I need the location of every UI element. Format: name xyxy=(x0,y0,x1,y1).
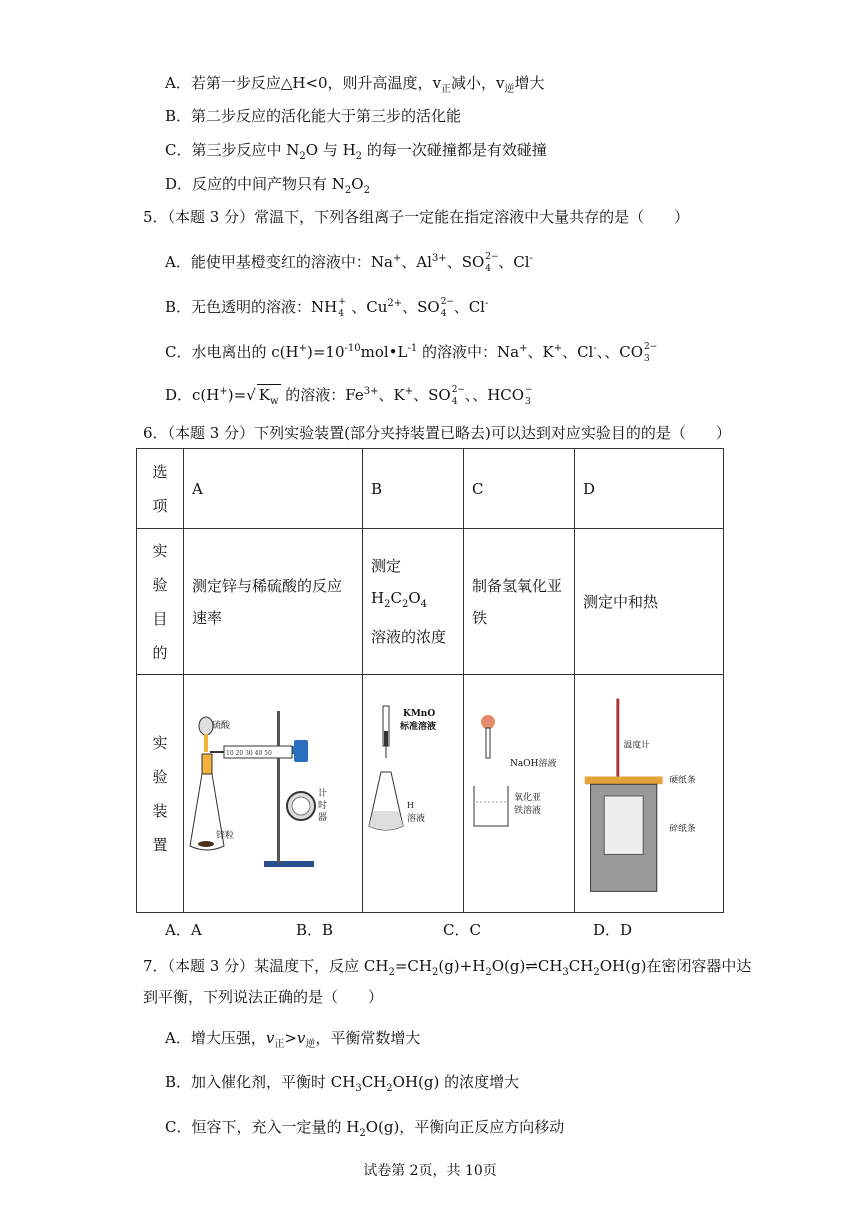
q6-stem: 6．（本题 3 分）下列实验装置(部分夹持装置已略去)可以达到对应实验目的的是（ ） xyxy=(143,424,731,442)
thermometer-label: 温度计 xyxy=(623,739,650,750)
shredded-paper-label: 碎纸条 xyxy=(669,823,696,834)
q7-stem-continued: 到平衡，下列说法正确的是（ ） xyxy=(143,988,384,1006)
titration-apparatus xyxy=(363,676,463,912)
ferrous-label-2: 铁溶液 xyxy=(514,805,542,816)
row-head-purpose: 实 验 目 的 xyxy=(137,529,184,675)
row-head-apparatus: 实 验 装 置 xyxy=(137,675,184,913)
timer-label-2: 时 xyxy=(318,800,328,811)
q4-option-c: C．第三步反应中 $N_2O$ 与 $H_2$ 的每一次碰撞都是有效碰撞 xyxy=(165,141,547,162)
h2c2o4-solution-label: 溶液 xyxy=(407,813,426,824)
q4-option-d: D．反应的中间产物只有 $N_2O_2$ xyxy=(165,175,370,196)
standard-solution-label: 标准溶液 xyxy=(400,721,437,732)
purpose-c: 制备氢氧化亚 铁 xyxy=(464,529,575,675)
q6-answer-a: A．A xyxy=(165,921,202,939)
row-head-option: 选 项 xyxy=(137,449,184,529)
ferrous-hydroxide-apparatus xyxy=(464,676,574,912)
col-head-d: D xyxy=(575,449,724,529)
apparatus-a xyxy=(184,675,363,913)
col-head-a: A xyxy=(184,449,363,529)
apparatus-b xyxy=(363,675,464,913)
cardboard-label: 硬纸条 xyxy=(669,774,696,785)
calorimeter-apparatus xyxy=(575,676,723,912)
col-head-b: B xyxy=(363,449,464,529)
q4-option-b: B．第二步反应的活化能大于第三步的活化能 xyxy=(165,107,462,125)
q6-answer-b: B．B xyxy=(296,921,334,939)
h2c2o4-label: H xyxy=(407,800,414,810)
syringe-scale: 10 20 30 40 50 xyxy=(226,749,272,757)
zinc-label: 锌粒 xyxy=(216,830,235,841)
q5-option-d: D．c(H+)=√ $K_w$ 的溶液：$Fe^{3+}$、K+、SO 2− 4 、、HCO − 3 xyxy=(165,382,538,412)
kmno4-label: KMnO xyxy=(403,708,436,719)
zinc-acid-rate-apparatus xyxy=(184,676,362,912)
q6-table xyxy=(136,448,724,913)
q5-option-c: C．水电离出的 $c(H^+)=10^{-10}mol•L^{-1}$ 的溶液中：Na+、K+、Cl-、、CO 2− 3 xyxy=(165,342,658,364)
q4-option-a: A．若第一步反应△H<0，则升高温度，$v_正$减小，$v_逆$增大 xyxy=(165,74,545,95)
q5-stem: 5．（本题 3 分）常温下，下列各组离子一定能在指定溶液中大量共存的是（ ） xyxy=(143,208,690,226)
q5-option-b: B．无色透明的溶液：NH + 4 、$Cu^{2+}$、SO 2− 4 、Cl- xyxy=(165,297,489,319)
q7-option-b: B．加入催化剂，平衡时 $CH_3CH_2OH(g)$ 的浓度增大 xyxy=(165,1073,520,1094)
timer-label-3: 器 xyxy=(318,812,328,823)
q6-answer-d: D．D xyxy=(593,921,633,939)
apparatus-d xyxy=(575,675,724,913)
timer-label-1: 计 xyxy=(318,788,328,799)
acid-label: 硫酸 xyxy=(212,720,231,731)
purpose-a: 测定锌与稀硫酸的反应 速率 xyxy=(184,529,363,675)
ferrous-label-1: 氧化亚 xyxy=(514,792,542,803)
q7-stem: 7．（本题 3 分）某温度下，反应 $CH_2=CH_2(g)+H_2O(g)\rightleftharpoons CH_3CH_2OH(g)$在密闭容器中达 xyxy=(143,957,752,978)
q5-option-a: A．能使甲基橙变红的溶液中：Na+、$Al^{3+}$、SO 2− 4 、Cl- xyxy=(165,252,533,274)
q6-answer-c: C．C xyxy=(443,921,481,939)
q7-option-c: C．恒容下，充入一定量的 $H_2O(g)$，平衡向正反应方向移动 xyxy=(165,1118,565,1139)
apparatus-c xyxy=(464,675,575,913)
col-head-c: C xyxy=(464,449,575,529)
purpose-b: 测定 $H_2C_2O_4$ 溶液的浓度 xyxy=(363,529,464,675)
naoh-label: NaOH溶液 xyxy=(510,758,557,769)
page-footer: 试卷第 2页，共 10页 xyxy=(363,1163,497,1179)
purpose-d: 测定中和热 xyxy=(575,529,724,675)
q7-option-a: A．增大压强，$v_正>v_逆$，平衡常数增大 xyxy=(165,1029,421,1050)
